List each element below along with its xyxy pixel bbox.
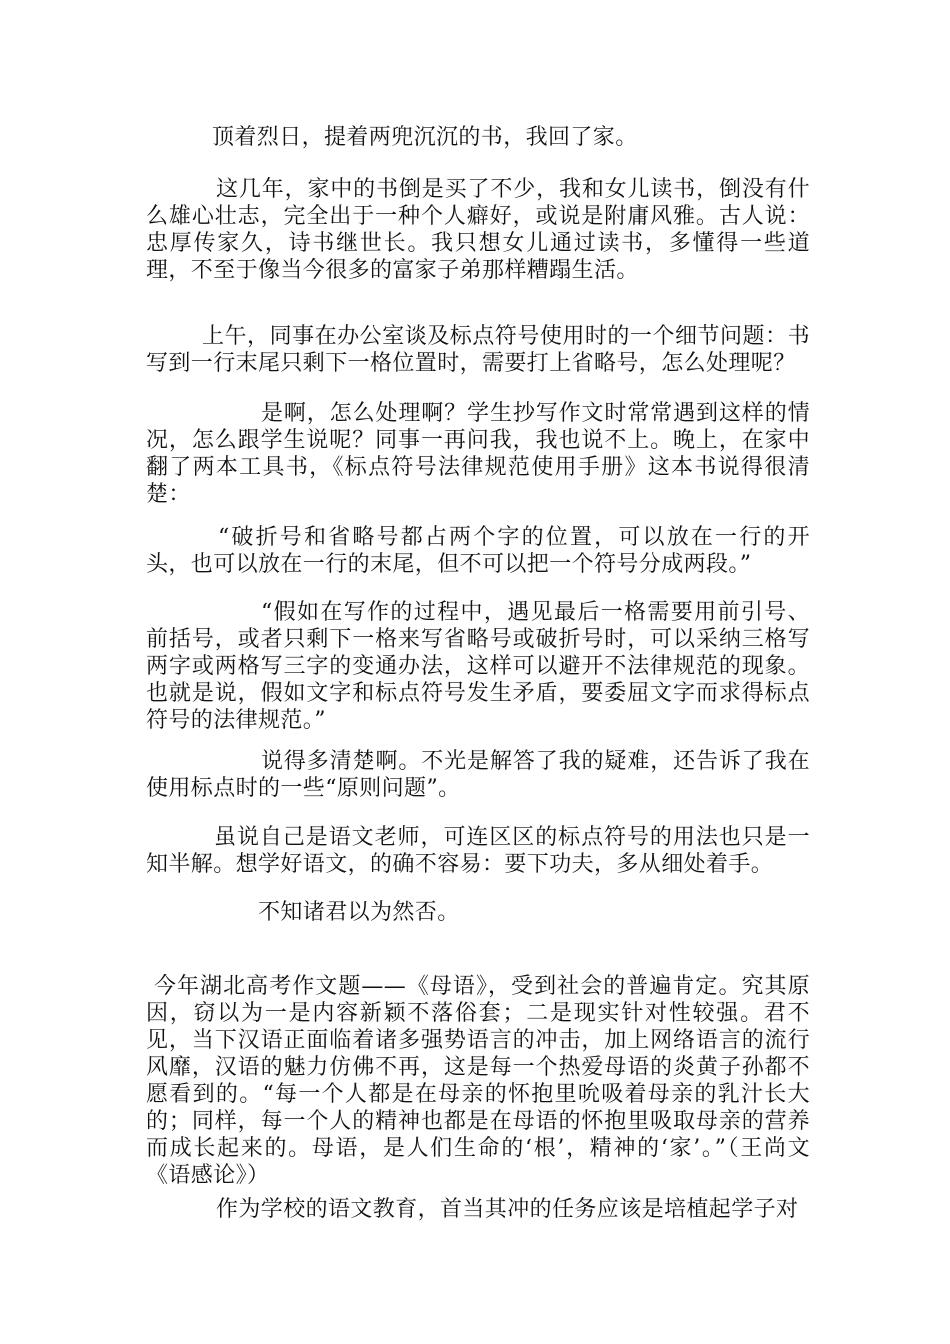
paragraph: 是啊，怎么处理啊？学生抄写作文时常常遇到这样的情况，怎么跟学生说呢？同事一再问我，我也说不上。晚上，在家中翻了两本工具书，《标点符号法律规范使用手册》这本书说得很清楚：	[146, 401, 810, 507]
paragraph: “假如在写作的过程中，遇见最后一格需要用前引号、前括号，或者只剩下一格来写省略号或破折号时，可以采纳三格写两字或两格写三字的变通办法，这样可以避开不法律规范的现象。也就是说，假如文字和标点符号发生矛盾，要委屈文字而求得标点符号的法律规范。”	[146, 600, 810, 733]
paragraph: 今年湖北高考作文题——《母语》，受到社会的普遍肯定。究其原因，窃以为一是内容新颖不落俗套；二是现实针对性较强。君不见，当下汉语正面临着诸多强势语言的冲击，加上网络语言的流行风靡，汉语的魅力仿佛不再，这是每一个热爱母语的炎黄子孙都不愿看到的。“每一个人都是在母亲的怀抱里吮吸着母亲的乳汁长大的；同样，每一个人的精神也都是在母语的怀抱里吸取母亲的营养而成长起来的。母语，是人们生命的‘根’，精神的‘家’。”（王尚文《语感论》）	[146, 974, 810, 1188]
paragraph: 作为学校的语文教育，首当其冲的任务应该是培植起学子对	[216, 1197, 799, 1222]
paragraph: “破折号和省略号都占两个字的位置，可以放在一行的开头，也可以放在一行的末尾，但不可以把一个符号分成两段。”	[146, 525, 810, 577]
paragraph: 不知诸君以为然否。	[258, 900, 460, 925]
paragraph: 上午，同事在办公室谈及标点符号使用时的一个细节问题：书写到一行末尾只剩下一格位置时，需要打上省略号，怎么处理呢？	[146, 324, 810, 376]
paragraph: 虽说自己是语文老师，可连区区的标点符号的用法也只是一知半解。想学好语文，的确不容易：要下功夫，多从细处着手。	[146, 825, 810, 877]
paragraph: 说得多清楚啊。不光是解答了我的疑难，还告诉了我在使用标点时的一些“原则问题”。	[146, 749, 810, 801]
paragraph: 这几年，家中的书倒是买了不少，我和女儿读书，倒没有什么雄心壮志，完全出于一种个人癖好，或说是附庸风雅。古人说：忠厚传家久，诗书继世长。我只想女儿通过读书，多懂得一些道理，不至于像当今很多的富家子弟那样糟蹋生活。	[146, 177, 810, 283]
paragraph: 顶着烈日，提着两兜沉沉的书，我回了家。	[212, 125, 638, 150]
